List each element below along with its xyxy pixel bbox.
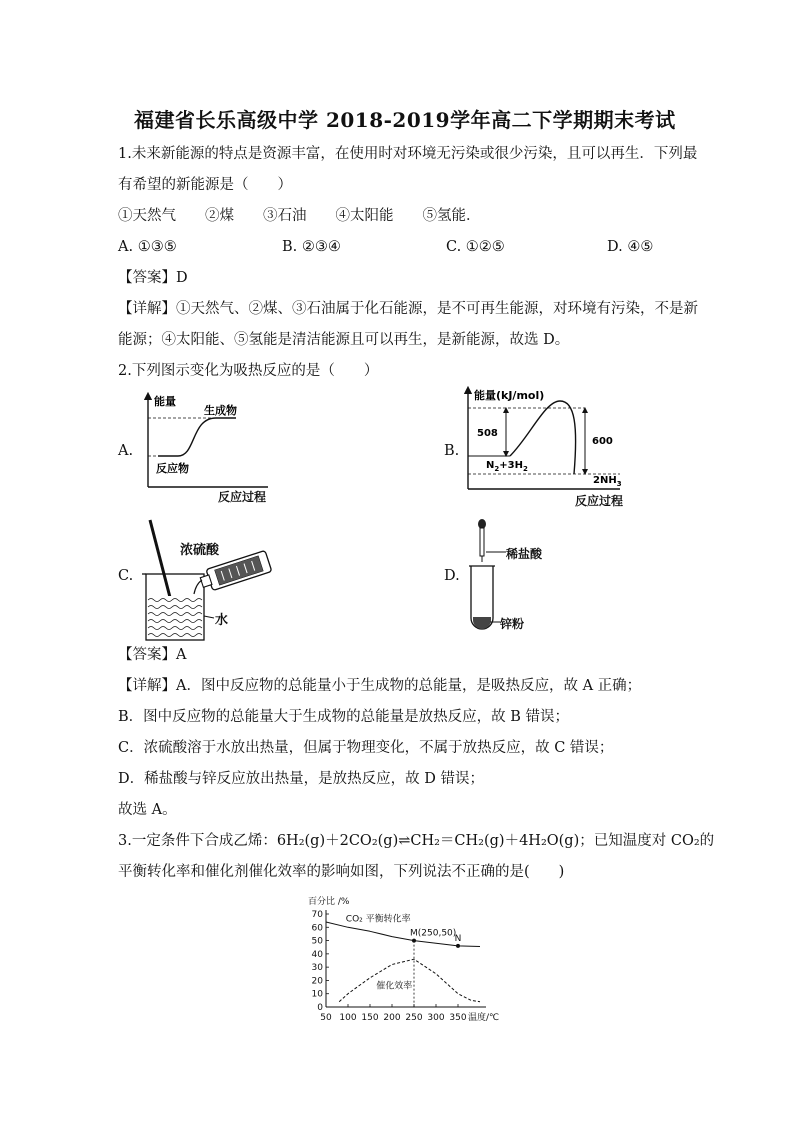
y-tick-label: 60 xyxy=(311,923,323,934)
y-tick-label: 10 xyxy=(311,989,323,1000)
page-title: 福建省长乐高级中学 2018-2019学年高二下学期期末考试 xyxy=(134,108,676,132)
q1-option-d: D. ④⑤ xyxy=(607,239,654,255)
y-tick-label: 0 xyxy=(317,1003,323,1013)
x-tick-label: 350 xyxy=(449,1013,467,1023)
y-tick-label: 20 xyxy=(311,976,323,987)
y-tick-label: 30 xyxy=(311,963,323,974)
q3-stem-line1: 3.一定条件下合成乙烯：6H₂(g)＋2CO₂(g)⇌CH₂＝CH₂(g)＋4H₂O(g)；已知温度对 CO₂的 xyxy=(118,833,715,849)
x-axis-label: 温度/℃ xyxy=(468,1013,500,1023)
figure-c-acid-label: 浓硫酸 xyxy=(180,543,220,558)
figure-b-value-508: 508 xyxy=(477,428,498,439)
q3-stem-line2: 平衡转化率和催化剂催化效率的影响如图，下列说法不正确的是( ) xyxy=(118,864,565,880)
q2-analysis-line2: B．图中反应物的总能量大于生成物的总能量是放热反应，故 B 错误； xyxy=(118,709,570,725)
series-label-conversion: CO₂ 平衡转化率 xyxy=(345,914,411,925)
q1-option-b: B. ②③④ xyxy=(282,239,341,255)
q2-option-d-label: D. xyxy=(444,568,460,584)
figure-c-water-label: 水 xyxy=(215,613,229,628)
q1-analysis-line2: 能源；④太阳能、⑤氢能是清洁能源且可以再生，是新能源，故选 D。 xyxy=(118,332,570,348)
y-tick-label: 40 xyxy=(311,949,323,960)
water-leader-line xyxy=(204,616,214,618)
q1-stem-line1: 1.未来新能源的特点是资源丰富，在使用时对环境无污染或很少污染，且可以再生．下列最 xyxy=(118,146,698,162)
q1-option-c: C. ①②⑤ xyxy=(446,239,505,255)
q3-chart xyxy=(300,892,500,1027)
figure-a-energy-curve xyxy=(158,418,236,456)
figure-a-xlabel: 反应过程 xyxy=(218,490,267,504)
figure-b-product-label: $2NH_3$ xyxy=(593,475,622,488)
figure-b-ylabel: 能量(kJ/mol) xyxy=(474,389,545,402)
q2-analysis-line5: 故选 A。 xyxy=(118,802,177,818)
q1-option-a: A. ①③⑤ xyxy=(118,239,177,255)
q2-option-b-label: B. xyxy=(444,443,460,459)
q2-option-a-label: A. xyxy=(118,443,134,459)
q2-answer: 【答案】A xyxy=(118,647,187,663)
x-tick-label: 150 xyxy=(361,1013,379,1023)
figure-a-reactant-label: 反应物 xyxy=(156,462,189,475)
x-tick-label: 300 xyxy=(427,1013,445,1023)
q1-answer: 【答案】D xyxy=(118,270,188,286)
y-tick-label: 70 xyxy=(311,910,323,920)
figure-a-product-label: 生成物 xyxy=(204,404,237,417)
water-body xyxy=(147,596,203,639)
q1-stem-line2: 有希望的新能源是（ ） xyxy=(118,177,292,193)
point-label-1: M(250,50) xyxy=(410,928,457,939)
q2-analysis-line3: C．浓硫酸溶于水放出热量，但属于物理变化，不属于放热反应，故 C 错误； xyxy=(118,740,614,756)
figure-b-value-600: 600 xyxy=(592,436,613,447)
acid-stream xyxy=(194,580,202,594)
series-label-efficiency: 催化效率 xyxy=(376,981,413,992)
x-tick-label: 200 xyxy=(383,1013,401,1023)
q2-analysis-line4: D．稀盐酸与锌反应放出热量，是放热反应，故 D 错误； xyxy=(118,771,484,787)
figure-b-xlabel: 反应过程 xyxy=(575,494,624,508)
point-label-2: N xyxy=(454,933,462,944)
y-axis-label: 百分比 /% xyxy=(308,897,350,907)
q2-stem: 2.下列图示变化为吸热反应的是（ ） xyxy=(118,363,379,379)
dropper-tube xyxy=(480,528,484,556)
x-tick-label: 250 xyxy=(405,1013,423,1023)
q2-option-c-label: C. xyxy=(118,568,134,584)
figure-d-acid-label: 稀盐酸 xyxy=(506,547,543,561)
x-tick-label: 100 xyxy=(339,1013,357,1023)
figure-b-reactant-label: $N_2+3H_2$ xyxy=(486,460,528,473)
y-tick-label: 50 xyxy=(311,936,323,947)
figure-a-ylabel: 能量 xyxy=(154,395,176,408)
x-tick-label: 50 xyxy=(320,1013,332,1023)
point-2 xyxy=(456,944,460,948)
q2-analysis-line1: 【详解】A．图中反应物的总能量小于生成物的总能量，是吸热反应，故 A 正确； xyxy=(118,678,642,694)
figure-d-zinc-label: 锌粉 xyxy=(500,617,525,631)
q1-items: ①天然气 ②煤 ③石油 ④太阳能 ⑤氢能． xyxy=(118,208,481,224)
figure-b-energy-diagram xyxy=(460,386,630,496)
q1-analysis-line1: 【详解】①天然气、②煤、③石油属于化石能源，是不可再生能源，对环境有污染，不是新 xyxy=(118,301,698,317)
